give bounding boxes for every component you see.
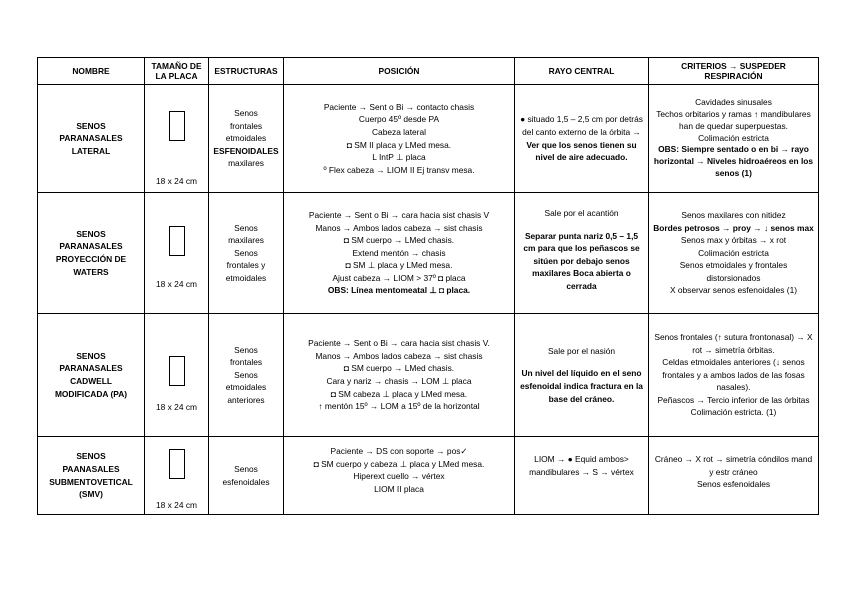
row-posicion: Paciente → Sent o Bi → contacto chasis Cuerpo 45º desde PA Cabeza lateral ◘ SM II placa y LMed mesa. L IntP ⊥ placa º Flex cabeza → LIOM II Ej transv mesa. bbox=[284, 85, 515, 193]
radiography-table bbox=[37, 57, 819, 515]
row-estructuras: Senos frontales etmoidales ESFENOIDALES maxilares bbox=[209, 85, 284, 193]
row-rayo: ● situado 1,5 – 2,5 cm por detrás del canto externo de la órbita → Ver que los senos tienen su nivel de aire adecuado. bbox=[515, 85, 649, 193]
plate-size: 18 x 24 cm bbox=[156, 500, 197, 511]
header-nombre: NOMBRE bbox=[38, 58, 145, 85]
row-tamano bbox=[145, 193, 209, 314]
row-nombre: SENOS PARANASALES LATERAL bbox=[38, 85, 145, 193]
row-criterios: Cráneo → X rot → simetría cóndilos mand y estr cráneo Senos esfenoidales bbox=[649, 437, 819, 515]
row-rayo: Sale por el nasión Un nivel del líquido en el seno esfenoidal indica fractura en la base del cráneo. bbox=[515, 314, 649, 437]
plate-size: 18 x 24 cm bbox=[156, 402, 197, 413]
row-criterios: Senos maxilares con nitidez Bordes petrosos → proy → ↓ senos max Senos max y órbitas → x rot Colimación estricta Senos etmoidales y frontales distorsionados X observar senos esfenoidales (1) bbox=[649, 193, 819, 314]
row-rayo: LIOM → ● Equid ambos> mandibulares → S → vértex bbox=[515, 437, 649, 515]
header-row bbox=[38, 58, 819, 85]
table-row bbox=[38, 314, 819, 437]
row-rayo: Sale por el acantión Separar punta nariz 0,5 – 1,5 cm para que los peñascos se sitúen por debajo senos maxilares Boca abierta o cerrada bbox=[515, 193, 649, 314]
plate-icon bbox=[169, 449, 185, 479]
table-row bbox=[38, 437, 819, 515]
plate-icon bbox=[169, 226, 185, 256]
row-posicion: Paciente → DS con soporte → pos✓ ◘ SM cuerpo y cabeza ⊥ placa y LMed mesa. Hiperext cuello → vértex LIOM II placa bbox=[284, 437, 515, 515]
table-row bbox=[38, 85, 819, 193]
row-criterios: Cavidades sinusales Techos orbitarios y ramas ↑ mandibulares han de quedar superpuestas. Colimación estricta OBS: Siempre sentado o en bi → rayo horizontal → Niveles hidroaéreos en los senos (1) bbox=[649, 85, 819, 193]
row-estructuras: Senos maxilares Senos frontales y etmoidales bbox=[209, 193, 284, 314]
row-posicion: Paciente → Sent o Bi → cara hacia sist chasis V. Manos → Ambos lados cabeza → sist chasis ◘ SM cuerpo → LMed chasis. Cara y nariz → chasis → LOM ⊥ placa ◘ SM cabeza ⊥ placa y LMed mesa. ↑ mentón 15º → LOM a 15º de la horizontal bbox=[284, 314, 515, 437]
row-tamano bbox=[145, 85, 209, 193]
row-tamano bbox=[145, 314, 209, 437]
plate-size: 18 x 24 cm bbox=[156, 279, 197, 290]
row-nombre: SENOS PAANASALES SUBMENTOVETICAL (SMV) bbox=[38, 437, 145, 515]
row-posicion: Paciente → Sent o Bi → cara hacia sist chasis V Manos → Ambos lados cabeza → sist chasis ◘ SM cuerpo → LMed chasis. Extend mentón → chasis ◘ SM ⊥ placa y LMed mesa. Ajust cabeza → LIOM > 37º ◘ placa OBS: Línea mentomeatal ⊥ ◘ placa. bbox=[284, 193, 515, 314]
header-posicion: POSICIÓN bbox=[284, 58, 515, 85]
row-estructuras: Senos esfenoidales bbox=[209, 437, 284, 515]
row-nombre: SENOS PARANASALES CADWELL MODIFICADA (PA) bbox=[38, 314, 145, 437]
plate-size: 18 x 24 cm bbox=[156, 176, 197, 187]
plate-icon bbox=[169, 356, 185, 386]
header-estructuras: ESTRUCTURAS bbox=[209, 58, 284, 85]
row-criterios: Senos frontales (↑ sutura frontonasal) → X rot → simetría órbitas. Celdas etmoidales anteriores (↓ senos frontales y a ambos lados de las fosas nasales). Peñascos → Tercio inferior de las órbitas Colimación estricta. (1) bbox=[649, 314, 819, 437]
table-row bbox=[38, 193, 819, 314]
row-tamano bbox=[145, 437, 209, 515]
row-nombre: SENOS PARANASALES PROYECCIÓN DE WATERS bbox=[38, 193, 145, 314]
row-estructuras: Senos frontales Senos etmoidales anteriores bbox=[209, 314, 284, 437]
header-tamano: TAMAÑO DE LA PLACA bbox=[145, 58, 209, 85]
header-rayo: RAYO CENTRAL bbox=[515, 58, 649, 85]
header-criterios: CRITERIOS → SUSPEDER RESPIRACIÓN bbox=[649, 58, 819, 85]
plate-icon bbox=[169, 111, 185, 141]
